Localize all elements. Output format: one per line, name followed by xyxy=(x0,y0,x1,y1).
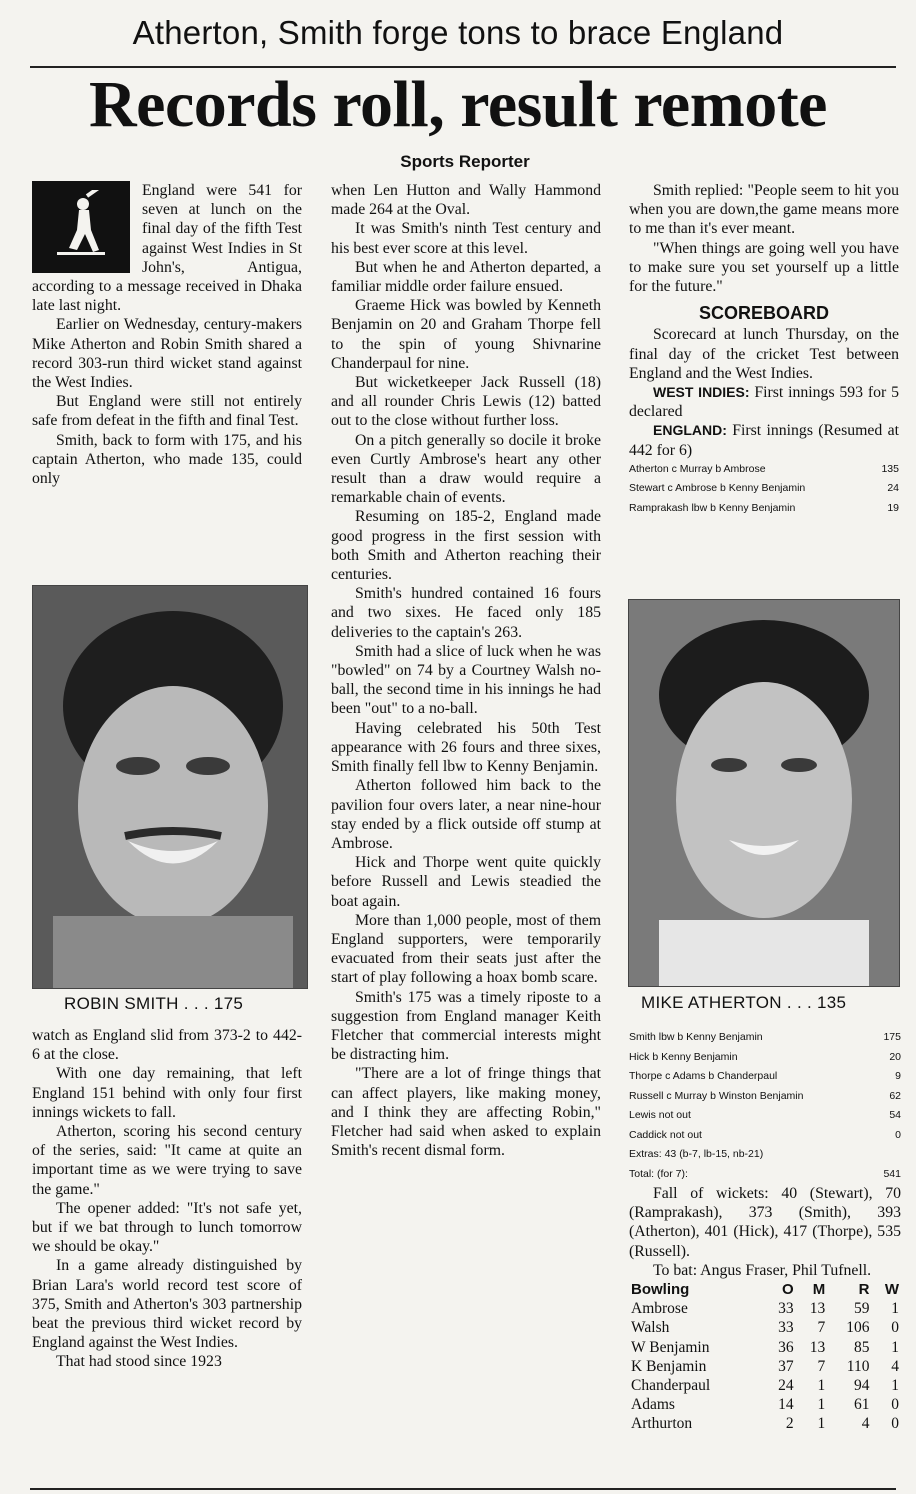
eng-score: First innings (Resumed at 442 for 6) xyxy=(629,422,899,459)
bowling-cell: 0 xyxy=(891,1396,899,1414)
bowling-cell: 36 xyxy=(778,1338,794,1356)
bowling-cell: 1 xyxy=(891,1338,899,1356)
bowling-cell: 13 xyxy=(809,1300,826,1318)
england-innings xyxy=(629,421,899,459)
body-paragraph: when Len Hutton and Wally Hammond made 264 at the Oval. xyxy=(331,182,601,219)
batsman-runs: 541 xyxy=(883,1167,901,1180)
body-paragraph: Graeme Hick was bowled by Kenneth Benjamin on 20 and Graham Thorpe fell to the spin of young Shivnarine Chanderpaul for nine. xyxy=(331,297,601,372)
body-paragraph: It was Smith's ninth Test century and his best ever score at this level. xyxy=(331,220,601,257)
body-paragraph: watch as England slid from 373-2 to 442-6 at the close. xyxy=(32,1027,302,1064)
bowling-cell: 110 xyxy=(846,1357,870,1375)
batsman-dismissal: Caddick not out xyxy=(629,1128,702,1141)
body-paragraph: In a game already distinguished by Brian Lara's world record test score of 375, Smith and Atherton's 303 partnership beat the previous third wicket record by England against the West Indies. xyxy=(32,1257,302,1352)
wi-label: WEST INDIES: xyxy=(653,384,750,401)
batsman-dismissal: Atherton c Murray b Ambrose xyxy=(629,462,766,475)
bowling-cell: Chanderpaul xyxy=(631,1377,711,1395)
bowling-header-cell: R xyxy=(858,1281,870,1299)
mike-atherton-photo xyxy=(628,599,900,987)
bowling-row xyxy=(629,1318,901,1337)
batting-row xyxy=(629,1145,901,1165)
batting-row xyxy=(629,460,899,480)
batsman-runs: 20 xyxy=(889,1050,901,1063)
bowling-cell: 7 xyxy=(817,1319,826,1337)
batsman-dismissal: Total: (for 7): xyxy=(629,1167,688,1180)
body-paragraph: With one day remaining, that left England 151 behind with only four first innings wickets to fall. xyxy=(32,1065,302,1121)
bowling-cell: 0 xyxy=(891,1319,899,1337)
batsman-dismissal: Ramprakash lbw b Kenny Benjamin xyxy=(629,501,796,514)
bowling-row xyxy=(629,1299,901,1318)
main-headline: Records roll, result remote xyxy=(89,68,827,141)
batsman-dismissal: Russell c Murray b Winston Benjamin xyxy=(629,1089,804,1102)
batsman-runs: 24 xyxy=(887,482,899,495)
bowling-cell: 1 xyxy=(891,1377,899,1395)
bowling-cell: Ambrose xyxy=(631,1300,688,1318)
bowling-cell: 1 xyxy=(817,1396,826,1414)
bowling-table xyxy=(629,1280,901,1434)
body-paragraph: Atherton followed him back to the pavilion four overs later, a near nine-hour stay ended by a flick outside off stump at Ambrose. xyxy=(331,777,601,852)
to-bat: To bat: Angus Fraser, Phil Tufnell. xyxy=(653,1261,872,1279)
bowling-cell: 13 xyxy=(809,1338,826,1356)
bowling-cell: 1 xyxy=(817,1415,826,1433)
cricket-logo-icon xyxy=(32,181,130,273)
column-1-top xyxy=(32,181,302,488)
column-3-top xyxy=(629,181,899,518)
batting-row xyxy=(629,479,899,499)
bowling-cell: 33 xyxy=(778,1319,794,1337)
lead-paragraph: England were 541 for seven at lunch on the final day of the fifth Test against West Indies in St John's, Antigua, according to a message received in Dhaka late last night. xyxy=(32,182,302,315)
fall-of-wickets: Fall of wickets: 40 (Stewart), 70 (Ramprakash), 373 (Smith), 393 (Atherton), 401 (Hick), 417 (Thorpe), 535 (Russell). xyxy=(629,1185,901,1260)
batting-row xyxy=(629,1067,901,1087)
bowling-row xyxy=(629,1338,901,1357)
column-3-bottom xyxy=(629,1028,901,1434)
body-paragraph: But wicketkeeper Jack Russell (18) and all rounder Chris Lewis (12) batted out to the close without further loss. xyxy=(331,374,601,430)
scoreboard-heading: SCOREBOARD xyxy=(698,303,829,324)
batsman-runs: 9 xyxy=(895,1070,901,1082)
bowling-cell: 14 xyxy=(778,1396,794,1414)
bowling-header-cell: W xyxy=(884,1281,899,1299)
body-paragraph: Having celebrated his 50th Test appearance with 26 fours and three sixes, Smith finally fell lbw to Kenny Benjamin. xyxy=(331,719,601,776)
bowling-cell: W Benjamin xyxy=(631,1338,710,1356)
bowling-row xyxy=(629,1395,901,1414)
batting-row xyxy=(629,1048,901,1068)
robin-smith-photo xyxy=(32,585,308,989)
bowling-cell: Adams xyxy=(631,1396,675,1414)
batsman-dismissal: Smith lbw b Kenny Benjamin xyxy=(629,1031,763,1043)
bowling-cell: 7 xyxy=(817,1357,826,1375)
bowling-body xyxy=(629,1299,901,1433)
bowling-cell: 1 xyxy=(817,1377,826,1395)
bowling-cell: Arthurton xyxy=(631,1415,693,1433)
bowling-cell: 4 xyxy=(861,1415,870,1433)
bowling-cell: 1 xyxy=(891,1300,899,1318)
body-paragraph: More than 1,000 people, most of them England supporters, were temporarily evacuated from their seats just after the start of play following a hoax bomb scare. xyxy=(331,911,601,987)
batting-row xyxy=(629,1087,901,1107)
bowling-row xyxy=(629,1357,901,1376)
bowling-header-cell: M xyxy=(812,1281,826,1299)
batting-row xyxy=(629,1165,901,1185)
bowling-cell: 0 xyxy=(891,1415,899,1433)
body-paragraph: Smith's 175 was a timely riposte to a suggestion from England manager Keith Fletcher that commercial interests might be distracting him. xyxy=(331,988,601,1064)
bowling-cell: 37 xyxy=(778,1357,794,1375)
body-paragraph: On a pitch generally so docile it broke even Curtly Ambrose's heart any other result than a draw would require a remarkable chain of events. xyxy=(331,431,601,507)
bottom-rule xyxy=(30,1488,896,1490)
batsman-runs: 54 xyxy=(889,1109,901,1121)
body-paragraph: Smith had a slice of luck when he was "bowled" on 74 by a Courtney Walsh no-ball, the second time in his innings he had been "out" to a no-ball. xyxy=(331,642,601,718)
kicker-headline: Atherton, Smith forge tons to brace England xyxy=(132,14,784,51)
batting-row xyxy=(629,1106,901,1126)
batsman-dismissal: Lewis not out xyxy=(629,1109,691,1121)
batsman-runs: 62 xyxy=(889,1089,901,1102)
bowling-cell: 4 xyxy=(891,1357,899,1375)
bowling-header-cell: O xyxy=(781,1281,794,1299)
batsman-runs: 135 xyxy=(881,462,899,475)
batsman-runs: 175 xyxy=(883,1031,901,1043)
scorecard-intro: Scorecard at lunch Thursday, on the final day of the cricket Test between England and the West Indies. xyxy=(629,326,899,382)
body-paragraph: "There are a lot of fringe things that can affect players, like making money, and I think they are affecting Robin," Fletcher had said when asked to explain Smith's recent dismal form. xyxy=(331,1065,601,1160)
byline: Sports Reporter xyxy=(400,152,530,171)
bowling-row xyxy=(629,1376,901,1395)
body-paragraph: But England were still not entirely safe from defeat in the fifth and final Test. xyxy=(32,393,302,430)
bowling-cell: 85 xyxy=(853,1338,870,1356)
bowling-cell: 59 xyxy=(853,1300,870,1318)
batting-list-bottom xyxy=(629,1028,901,1184)
body-paragraph: Resuming on 185-2, England made good progress in the first session with both Smith and Atherton reaching their centuries. xyxy=(331,508,601,584)
bowling-cell: 33 xyxy=(778,1300,794,1318)
batsman-dismissal: Stewart c Ambrose b Kenny Benjamin xyxy=(629,482,806,495)
bowling-cell: 2 xyxy=(785,1415,794,1433)
body-paragraph: That had stood since 1923 xyxy=(56,1353,222,1371)
body-paragraph: "When things are going well you have to make sure you set yourself up a little for the future." xyxy=(629,239,899,296)
body-paragraph: Smith replied: "People seem to hit you when you are down,the game means more to me than it's ever meant. xyxy=(629,182,899,238)
bowling-cell: Walsh xyxy=(631,1319,670,1337)
photo-caption-smith: ROBIN SMITH . . . 175 xyxy=(64,994,244,1013)
body-paragraph: Hick and Thorpe went quite quickly before Russell and Lewis steadied the boat again. xyxy=(331,854,601,910)
bowling-cell: K Benjamin xyxy=(631,1357,707,1375)
body-paragraph: Atherton, scoring his second century of the series, said: "It came at quite an important time as we were trying to save the game." xyxy=(32,1123,302,1198)
batsman-dismissal: Thorpe c Adams b Chanderpaul xyxy=(629,1070,778,1082)
batting-row xyxy=(629,1028,901,1048)
eng-label: ENGLAND: xyxy=(653,422,727,439)
west-indies-innings xyxy=(629,383,899,421)
body-paragraph: Earlier on Wednesday, century-makers Mike Atherton and Robin Smith shared a record 303-run third wicket stand against the West Indies. xyxy=(32,316,302,392)
batting-list-top xyxy=(629,460,899,519)
bowling-row xyxy=(629,1414,901,1433)
column-1-bottom xyxy=(32,1026,302,1372)
batsman-runs: 19 xyxy=(887,501,899,514)
body-paragraph: Smith's hundred contained 16 fours and two sixes. He faced only 185 deliveries to the captain's 263. xyxy=(331,585,601,641)
bowling-cell: 24 xyxy=(778,1377,794,1395)
bowling-header-row xyxy=(629,1280,901,1299)
bowling-cell: 94 xyxy=(853,1377,870,1395)
wi-score: First innings 593 for 5 declared xyxy=(629,384,899,421)
batting-row xyxy=(629,1126,901,1146)
batsman-runs: 0 xyxy=(895,1128,901,1141)
bowling-cell: 61 xyxy=(853,1396,870,1414)
batsman-dismissal: Hick b Kenny Benjamin xyxy=(629,1050,738,1063)
photo-caption-atherton: MIKE ATHERTON . . . 135 xyxy=(641,993,847,1012)
bowling-cell: 106 xyxy=(846,1319,870,1337)
batsman-dismissal: Extras: 43 (b-7, lb-15, nb-21) xyxy=(629,1148,764,1160)
body-paragraph: The opener added: "It's not safe yet, but if we bat through to lunch tomorrow we should be okay." xyxy=(32,1199,302,1256)
body-paragraph: But when he and Atherton departed, a familiar middle order failure ensued. xyxy=(331,258,601,296)
bowling-header-cell: Bowling xyxy=(631,1281,690,1299)
body-paragraph: Smith, back to form with 175, and his captain Atherton, who made 135, could only xyxy=(32,431,302,488)
column-2 xyxy=(331,181,601,1160)
batting-row xyxy=(629,499,899,519)
